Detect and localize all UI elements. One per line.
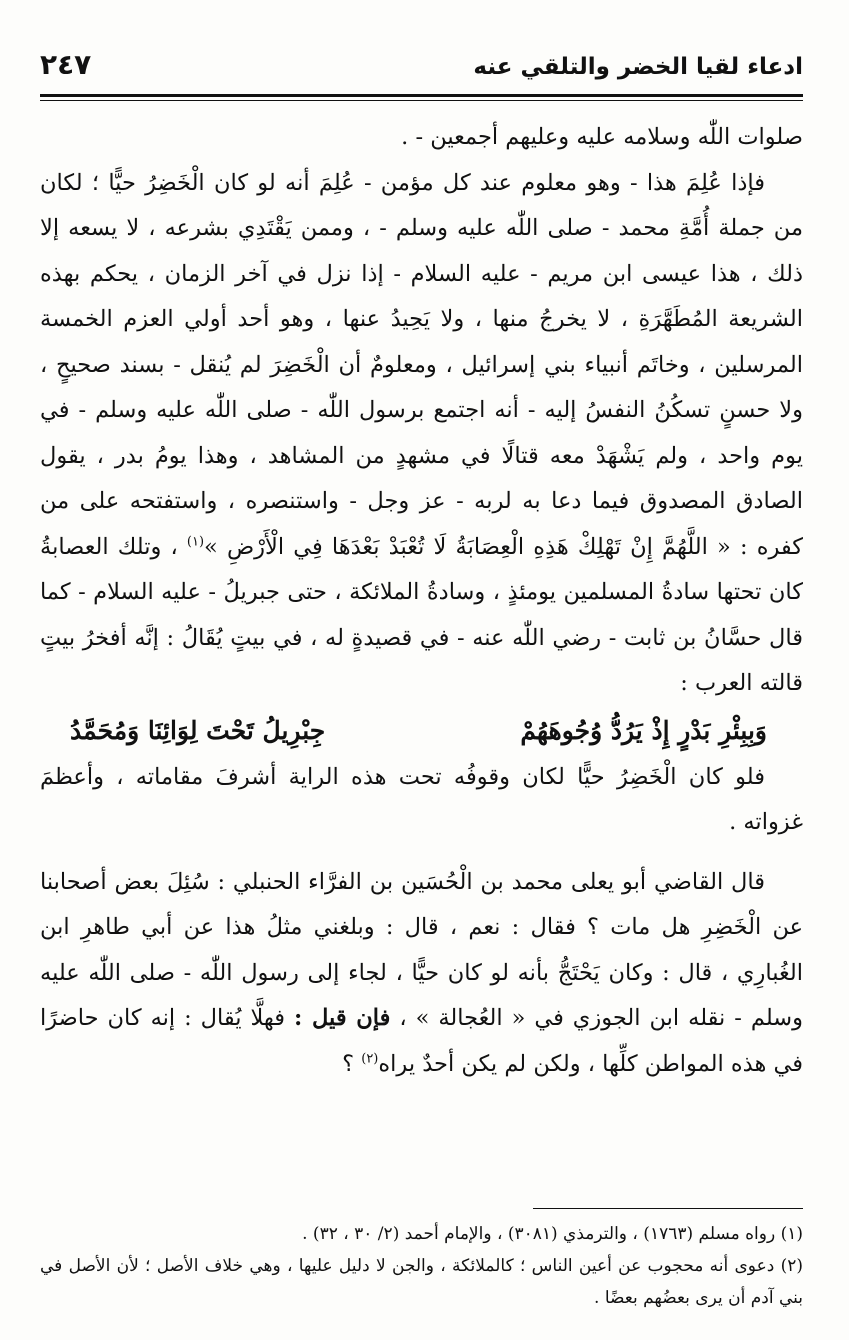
paragraph-4-text-a: قال القاضي أبو يعلى محمد بن الْحُسَين بن الفرَّاء الحنبلي : سُئِلَ بعض أصحابنا عن الْخَضِرِ هل مات ؟ فقال : نعم ، قال : وبلغني مثلُ هذا عن أبي طاهرِ ابن الغُبارِي ، قال : وكان يَحْتَجُّ بأنه لو كان حيًّا ، لجاء إلى رسول اللّٰه - صلى اللّٰه عليه وسلم - نقله ابن الجوزي في « العُجالة » ،	[40, 868, 803, 1031]
verse-hemistich-2: جِبْرِيلُ تَحْتَ لِوَائِنَا وَمُحَمَّدُ	[70, 715, 326, 745]
verse-hemistich-1: وَبِبِئْرِ بَدْرٍ إِذْ يَرُدُّ وُجُوهَهُمْ	[520, 715, 767, 745]
header-rule-thin	[40, 100, 803, 101]
paragraph-4	[40, 860, 803, 1088]
paragraph-1: صلوات اللّٰه وسلامه عليه وعليهم أجمعين - .	[401, 124, 803, 150]
paragraph-3: فلو كان الْخَضِرُ حيًّا لكان وقوفُه تحت هذه الراية أشرفَ مقاماته ، وأعظمَ غزواته .	[40, 763, 803, 835]
paragraph-2-text-a: فإذا عُلِمَ هذا - وهو معلوم عند كل مؤمن - عُلِمَ أنه لو كان الْخَضِرُ حيًّا ؛ لكان من جملة أُمَّةِ محمد - صلى اللّٰه عليه وسلم - ، وممن يَقْتَدِي بشرعه ، لا يسعه إلا ذلك ، هذا عيسى ابن مريم - عليه السلام - إذا نزل في آخر الزمان ، يحكم بهذه الشريعة المُطَهَّرَةِ ، لا يخرجُ منها ، ولا يَحِيدُ عنها ، وهو أحد أولي العزم الخمسة المرسلين ، وخاتَم أنبياء بني إسرائيل ، ومعلومٌ أن الْخَضِرَ لم يُنقل - بسند صحيحٍ ، ولا حسنٍ تسكُنُ النفسُ إليه - أنه اجتمع برسول اللّٰه - صلى اللّٰه عليه وسلم - في يوم واحد ، ولم يَشْهَدْ معه قتالًا في مشهدٍ من المشاهد ، وهذا يومُ بدر ، يقول الصادق المصدوق فيما دعا به لربه - عز وجل - واستنصره ، واستفتحه على من كفره : « اللَّهُمَّ إِنْ تَهْلِكْ هَذِهِ الْعِصَابَةُ لَا تُعْبَدْ بَعْدَهَا فِي الْأَرْضِ »	[40, 169, 803, 560]
footnote-marker-2[interactable]: (٢)	[361, 1051, 379, 1066]
header-rule-thick	[40, 94, 803, 97]
paragraph-4-text-c: ؟	[342, 1050, 362, 1077]
footnotes	[40, 1218, 803, 1314]
objection-lead: فإن قيل :	[294, 1005, 391, 1031]
paragraph-4-text-b: فهلَّا يُقال : إنه كان حاضرًا في هذه المواطن كلِّها ، ولكن لم يكن أحدٌ يراه	[40, 1005, 803, 1077]
main-text	[40, 115, 803, 1087]
footnote-marker-1[interactable]: (١)	[186, 534, 205, 549]
poem-verse	[40, 707, 803, 755]
paragraph-gap	[40, 846, 803, 860]
footnote-2: (٢) دعوى أنه محجوب عن أعين الناس ؛ كالملائكة ، والجن لا دليل عليها ، وهي خلاف الأصل ؛ لأن الأصل في بني آدم أن يرى بعضُهم بعضًا .	[40, 1256, 803, 1308]
page-number: ٢٤٧	[40, 48, 92, 81]
footnote-1: (١) رواه مسلم (١٧٦٣) ، والترمذي (٣٠٨١) ، والإمام أحمد (٢/ ٣٠ ، ٣٢) .	[302, 1224, 803, 1244]
running-title: ادعاء لقيا الخضر والتلقي عنه	[473, 54, 803, 80]
page-header	[40, 48, 803, 90]
paragraph-2	[40, 161, 803, 707]
footnote-separator	[533, 1208, 803, 1209]
paragraph-2-text-b: ، وتلك العصابةُ كان تحتها سادةُ المسلمين يومئذٍ ، وسادةُ الملائكة ، حتى جبريلُ - عليه السلام - كما قال حسَّانُ بن ثابت - رضي اللّٰه عنه - في قصيدةٍ له ، في بيتٍ يُقَالُ : إنَّه أفخرُ بيتٍ قالته العرب :	[40, 533, 803, 696]
